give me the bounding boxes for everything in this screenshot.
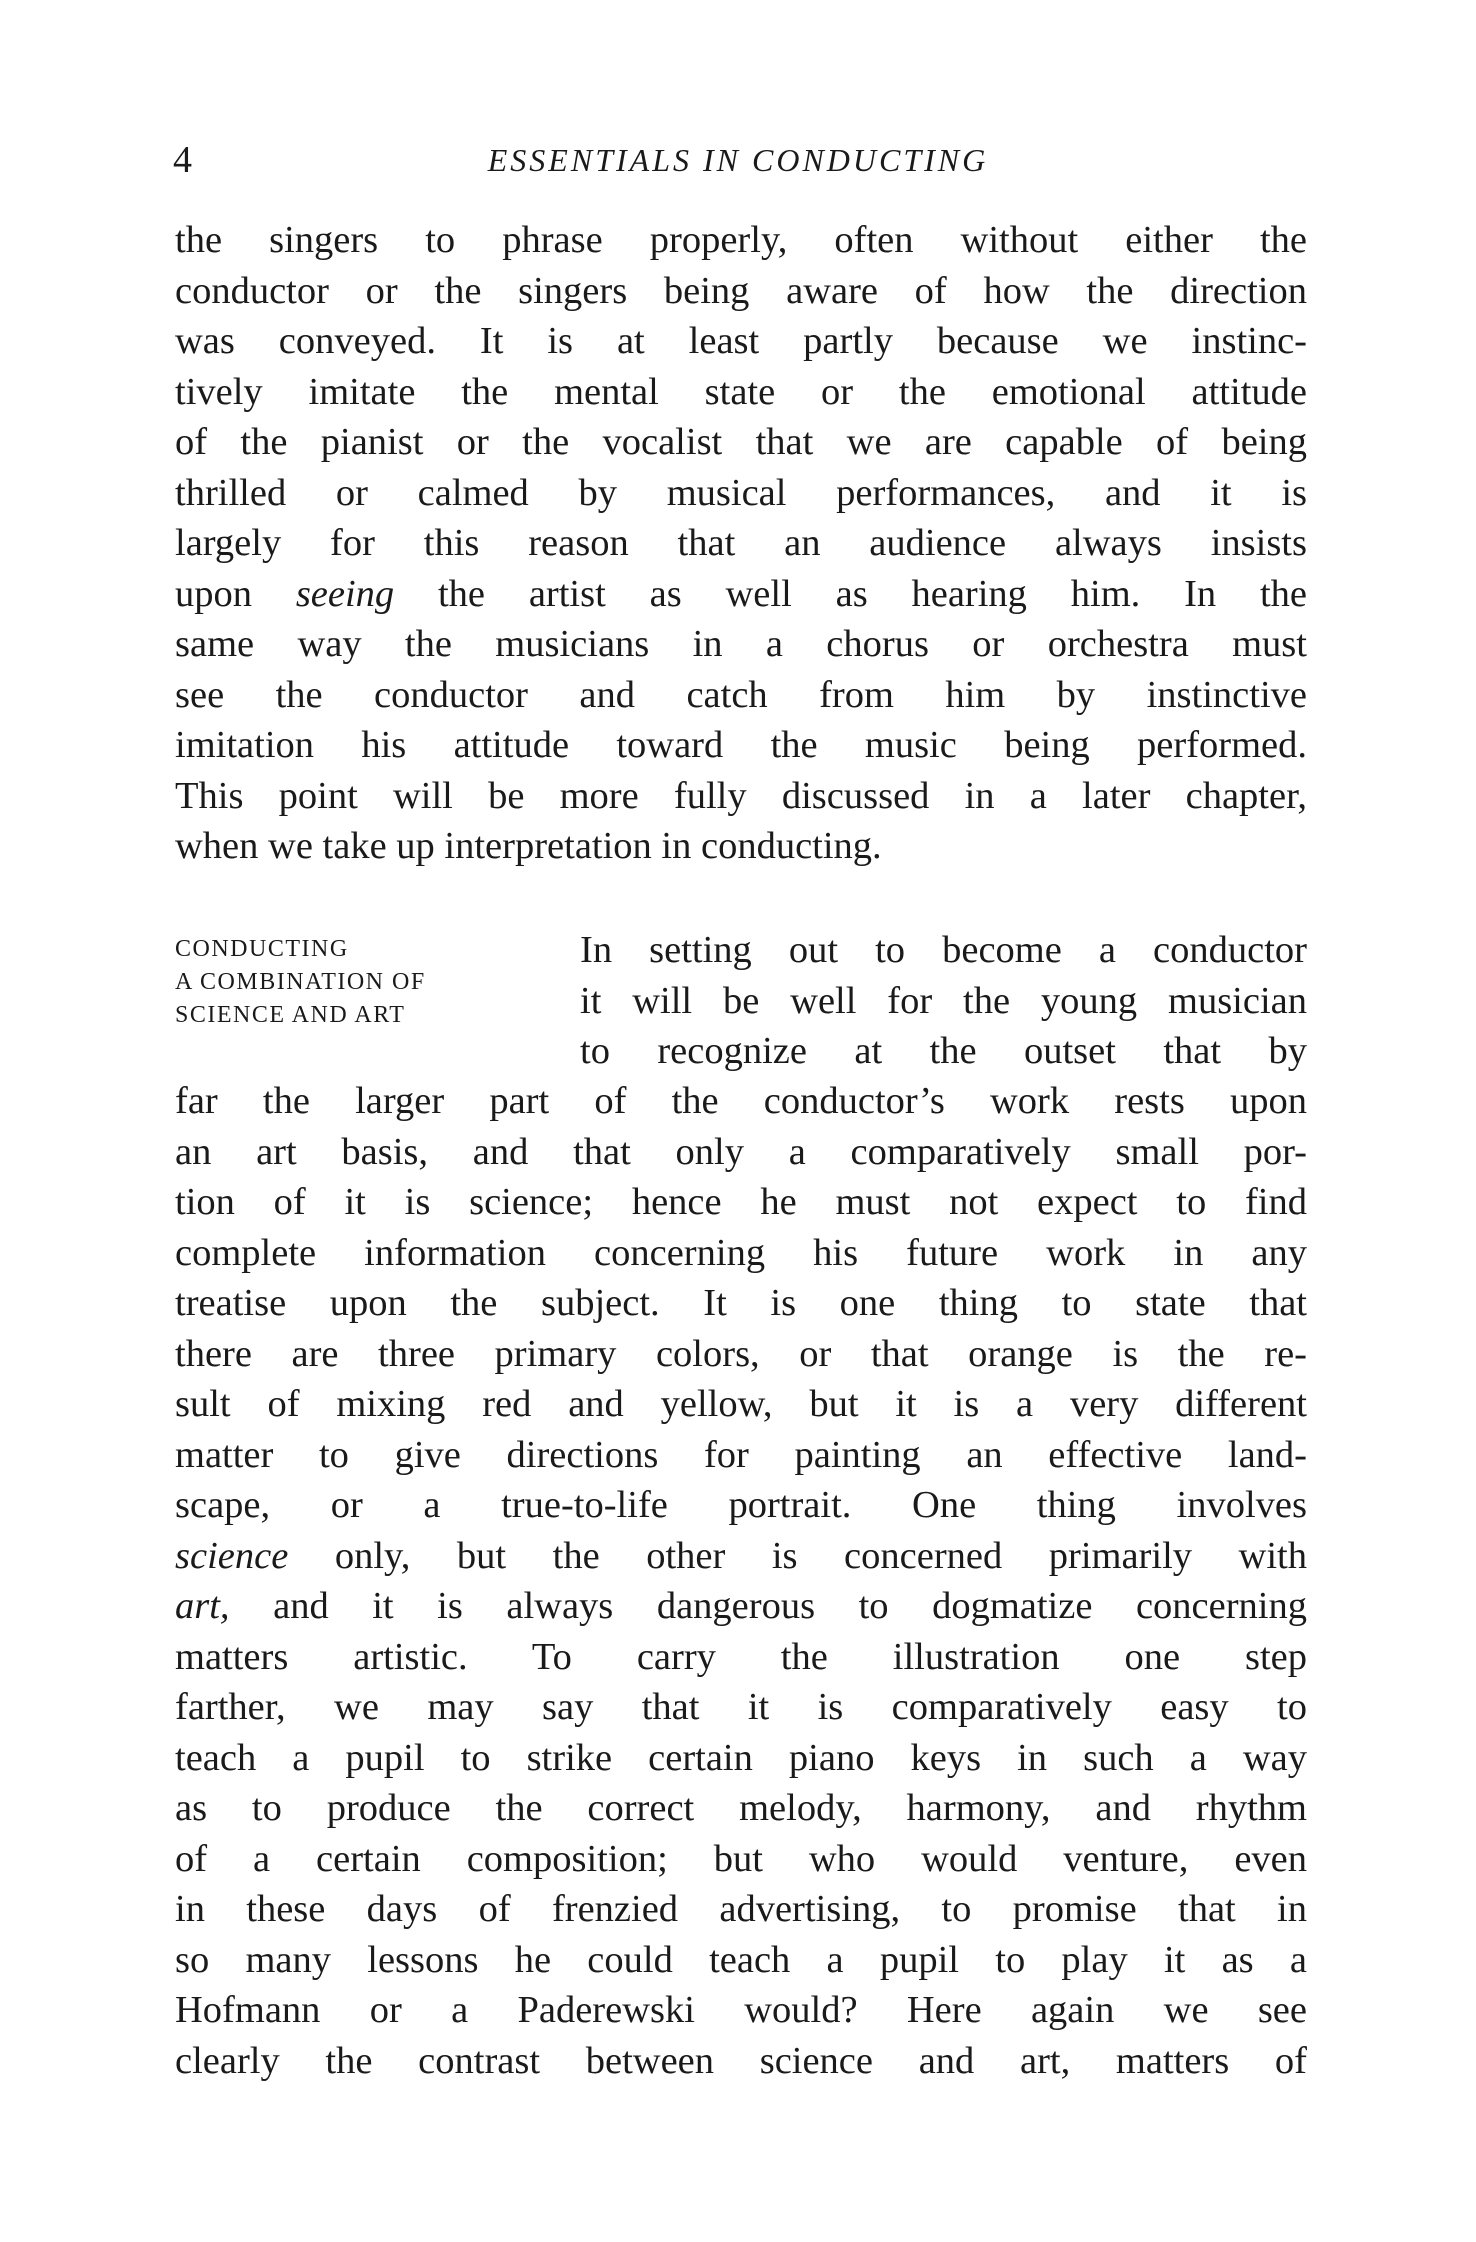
text-line: there are three primary colors, or that orange is the re- xyxy=(175,1332,1307,1375)
text-line: sult of mixing red and yellow, but it is a very different xyxy=(175,1383,1307,1425)
text-line: tion of it is science; hence he must not expect to find xyxy=(175,1181,1307,1223)
text-line: farther, we may say that it is comparatively easy to xyxy=(175,1686,1307,1728)
text-line: This point will be more fully discussed in a later chapter, xyxy=(175,774,1307,817)
page-number: 4 xyxy=(173,139,192,181)
emphasis-science: science xyxy=(175,1534,289,1577)
text-line xyxy=(175,1581,1307,1632)
text-line: see the conductor and catch from him by instinctive xyxy=(175,673,1307,716)
text-line: matter to give directions for painting an effective land- xyxy=(175,1433,1307,1476)
text-line xyxy=(175,569,1307,620)
text-line: tively imitate the mental state or the emotional attitude xyxy=(175,370,1307,413)
paragraph-1 xyxy=(175,215,1307,872)
text-line: imitation his attitude toward the music being performed. xyxy=(175,724,1307,766)
text-line: thrilled or calmed by musical performances, and it is xyxy=(175,471,1307,514)
text-line: to recognize at the outset that by xyxy=(580,1030,1307,1072)
text-line: In setting out to become a conductor xyxy=(580,929,1307,971)
text-line: it will be well for the young musician xyxy=(580,979,1307,1022)
text-span: the artist as well as hearing him. In the xyxy=(394,572,1307,615)
sidenote-line: SCIENCE AND ART xyxy=(175,1002,406,1028)
text-line: as to produce the correct melody, harmony, and rhythm xyxy=(175,1787,1307,1829)
text-span: upon xyxy=(175,572,296,615)
text-line: when we take up interpretation in conducting. xyxy=(175,825,882,867)
text-line: scape, or a true-to-life portrait. One thing involves xyxy=(175,1484,1307,1526)
emphasis-art: art, xyxy=(175,1585,230,1627)
text-line: an art basis, and that only a comparatively small por- xyxy=(175,1130,1307,1173)
text-line: largely for this reason that an audience always insists xyxy=(175,522,1307,564)
text-line: same way the musicians in a chorus or orchestra must xyxy=(175,623,1307,665)
text-line: was conveyed. It is at least partly because we instinc- xyxy=(175,320,1307,362)
text-line: complete information concerning his future work in any xyxy=(175,1231,1307,1274)
text-span: only, but the other is concerned primarily with xyxy=(288,1534,1307,1577)
paragraph-2-intro xyxy=(580,925,1307,1077)
sidenote-line: A COMBINATION OF xyxy=(175,969,426,995)
emphasis-seeing: seeing xyxy=(295,572,395,615)
text-line: matters artistic. To carry the illustration one step xyxy=(175,1635,1307,1678)
text-span: and it is always dangerous to dogmatize concerning xyxy=(229,1585,1307,1627)
paragraph-2 xyxy=(175,1076,1307,2086)
text-line: far the larger part of the conductor’s work rests upon xyxy=(175,1080,1307,1122)
text-line: clearly the contrast between science and art, matters of xyxy=(175,2039,1307,2082)
text-line: the singers to phrase properly, often without either the xyxy=(175,219,1307,261)
running-head xyxy=(173,130,1303,190)
text-line: teach a pupil to strike certain piano keys in such a way xyxy=(175,1736,1307,1779)
text-line: of a certain composition; but who would venture, even xyxy=(175,1837,1307,1880)
text-line: in these days of frenzied advertising, to promise that in xyxy=(175,1888,1307,1930)
running-title: ESSENTIALS IN CONDUCTING xyxy=(487,142,989,178)
text-line: of the pianist or the vocalist that we are capable of being xyxy=(175,421,1307,463)
text-line xyxy=(175,1531,1307,1582)
sidenote-line: CONDUCTING xyxy=(175,936,349,962)
text-line: treatise upon the subject. It is one thing to state that xyxy=(175,1282,1307,1324)
text-line: conductor or the singers being aware of how the direction xyxy=(175,269,1307,312)
text-line: Hofmann or a Paderewski would? Here again we see xyxy=(175,1989,1307,2031)
marginal-heading xyxy=(175,933,565,1032)
text-line: so many lessons he could teach a pupil to play it as a xyxy=(175,1938,1307,1981)
